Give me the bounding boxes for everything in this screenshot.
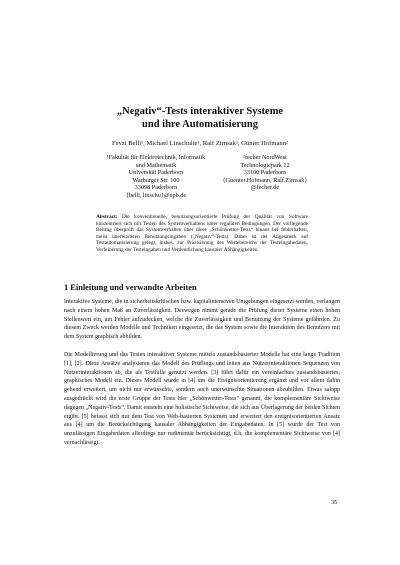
body-paragraph-2: Die Modellierung und das Testen interaktiver Systeme mittels zustandsbasierter Modelle hat eine lange Tradition [1], [2]. Diese Ansätze analysieren das Modell des Prüflings und leiten aus Nutzerinteraktionen Sequenzen von Nutzerinteraktionen ab, die als Testfälle genutzt werden. [3] führt dafür ein vereinfachtes zustandsbasiertes, graphisches Modell ein. Dieses Modell wurde in [4] um die Ereignisorientierung ergänzt und vor allem dahin gehend erweitert, um nicht nur erwünschte, sondern auch unerwünschte Situationen abzubilden. Etwas salopp ausgedrückt wird die erste Gruppe der Tests hier „Schönwetter-Tests“ genannt, die komplementäre Sichtweise dagegen „Negativ-Tests“. Damit entsteht eine holistische Sichtweise, die sich aus Überlagerung der beiden Sichten ergibt. [5] befasst sich mit dem Test von Web-basierten Systemen und erweitert den ereignisorientierten Ansatz aus [4] um die Berücksichtigung kausaler Abhängigkeiten der Eingabedaten. In [5] wurde der Test von unzulässigen Eingabedaten allerdings nur rudimentär berücksichtigt, d.h. die komplementäre Sichtweise von [4] vernachlässigt. [64, 352, 340, 446]
affil-right-line: ²fecher NordWest [243, 154, 287, 161]
affil-left-line: 33098 Paderborn [134, 184, 178, 192]
affil-right-line: {Guenter.Hofmann, Ralf.Zirnsak} [222, 176, 308, 184]
affil-left-line: ¹Fakultät für Elektrotechnik, Informatik [106, 154, 206, 161]
affil-left-line: und Mathematik [135, 161, 177, 169]
affil-right-line: @fecher.de [250, 184, 280, 192]
affil-left-line: Warburger Str. 100 [132, 176, 180, 184]
affiliation-right [202, 154, 328, 192]
affil-right-line: Technologiepark 12 [240, 161, 290, 169]
body-paragraph-1: Interaktive Systeme, die in sicherheitskritischen bzw. kapitalintensiven Umgebungen eingesetzt werden, verlangen nach einem hohen Maß an Zuverlässigkeit. Deswegen nimmt gerade die Prüfung dieser Systeme einen hohen Stellenwert ein, um Fehler aufzudecken, welche die Zuverlässigkeit und Benutzung der Systeme gefährden. Zu diesem Zweck werden Modelle und Techniken eingesetzt, die das System sowie die Interaktion des Benutzers mit dem System graphisch abbilden. [64, 299, 340, 341]
title-line-2: und ihre Automatisierung [142, 119, 258, 130]
abstract-text: Die konventionelle, benutzungsorientierte Prüfung der Qualität von Software konzentriert sich mit Testen des Systemverhaltens unter regulären Bedingungen. Der vorliegende Beitrag überprüft das Systemverhalten über diese „Schönwetter-Tests“ hinaus bei fehlerhaften, meist unerwarteten Benutzungsingaben („Negativ“-Tests). Dabei ist der Angesmerk auf Testautomatisierung gelegt, insbes. zur Präzisierung des Wertebereichs der Testeingabedaten, Verfeinerung der Testeingaben und Verdeutlichung kausaler Abhängigkeiten. [96, 214, 308, 253]
author-list: Fevzi Belli¹, Michael Linschulte¹, Ralf Zirnsak², Günter Hofmann² [111, 140, 288, 147]
abstract-label: Abstract: [96, 214, 118, 220]
affil-left-line: Universität Paderborn [128, 169, 184, 177]
affil-right-line: 33100 Paderborn [243, 169, 287, 177]
affiliation-left [96, 154, 216, 200]
abstract [96, 214, 308, 253]
section-heading: 1 Einleitung und verwandte Arbeiten [64, 283, 197, 292]
affil-left-line: {belli, linschu}@upb.de [125, 191, 187, 199]
title-line-1: „Negativ“-Tests interaktiver Systeme [116, 106, 284, 117]
page-number: 35 [331, 500, 337, 506]
